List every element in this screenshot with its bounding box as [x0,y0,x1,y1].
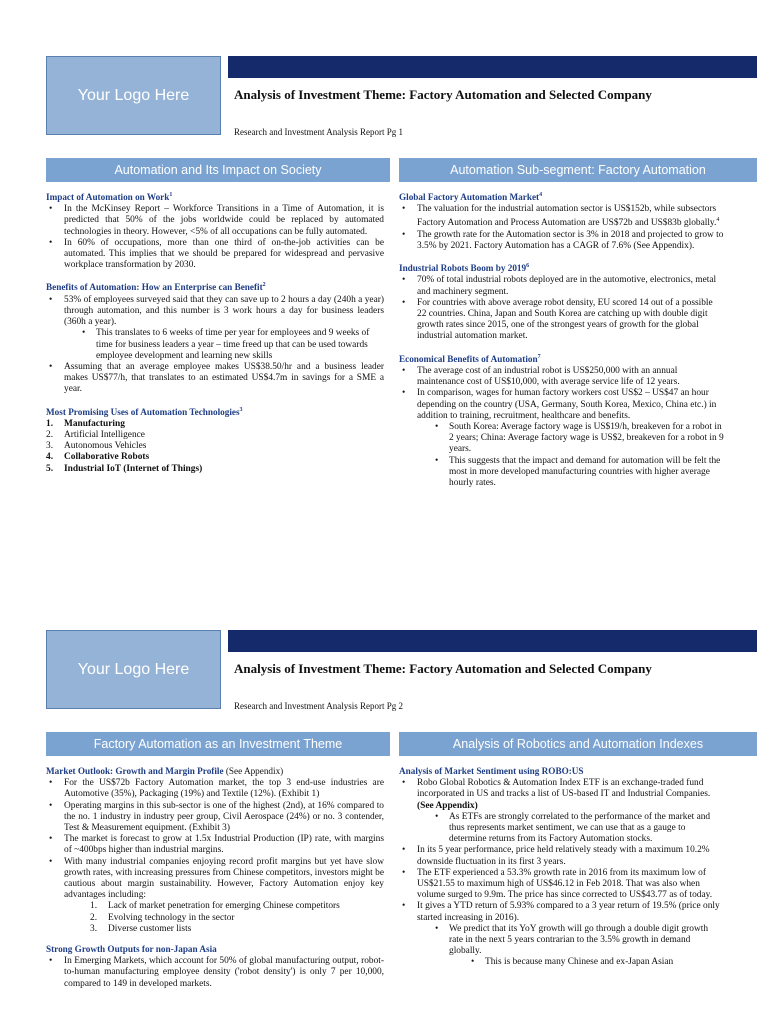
sub-bullet-item: • South Korea: Average factory wage is US$19/h, breakeven for a robot in 2 years; China: Average factory wage is US$2, breakeven for a robot in 9 years. [433,422,724,456]
bullet-item: • With many industrial companies enjoying record profit margins but yet have slow growth rates, with increasing pressures from Chinese competitors, investors might be cautious about margin sustainability. However, Factory Automation enjoy key advantages including: [46,857,384,902]
bullet-item: • The growth rate for the Automation sector is 3% in 2018 and projected to grow to 3.5% by 2021. Factory Automation has a CAGR of 7.6% (See Appendix). [399,230,724,252]
bullet-item: • For the US$72b Factory Automation market, the top 3 end-use industries are Automotive (35%), Packaging (19%) and Textile (12%). (Exhibit 1) [46,778,384,800]
page-subtitle: Research and Investment Analysis Report Pg 1 [234,127,403,137]
section-block [399,352,724,490]
bullet-item: • The average cost of an industrial robot is US$250,000 with an annual maintenance cost of US$10,000, with average service life of 12 years. [399,366,724,388]
section-header-right: Automation Sub-segment: Factory Automation [399,158,757,182]
section-header-left: Automation and Its Impact on Society [46,158,390,182]
bullet-item: • In 60% of occupations, more than one third of on-the-job activities can be automated. This implies that we should be prepared for widespread and pervasive workplace transformation by 2030. [46,238,384,272]
sub-bullet-item: • This translates to 6 weeks of time per year for employees and 9 weeks of time for business leaders a year – time freed up that can be used towards employee development and learning new skills [80,328,384,362]
sub-bullet-item: • This suggests that the impact and demand for automation will be felt the most in more developed manufacturing countries with higher average hourly rates. [433,456,724,490]
section-block [399,261,724,342]
logo-placeholder: Your Logo Here [46,56,221,135]
bullet-item: • 53% of employees surveyed said that they can save up to 2 hours a day (240h a year) through automation, and this number is 3 work hours a day for business leaders (360h a year). [46,295,384,329]
bullet-item: • In comparison, wages for human factory workers cost US$2 – US$47 an hour depending on the country (USA, Germany, South Korea, Mexico, China etc.) in addition to training, recruitment, healthcare and benefits. [399,388,724,422]
page-subtitle: Research and Investment Analysis Report Pg 2 [234,701,403,711]
left-column [46,190,384,484]
bullet-item: • Operating margins in this sub-sector is one of the highest (2nd), at 16% compared to the no. 1 industry in industry peer group, Civil Aerospace (24%) or no. 3 contender, Test & Measurement equipment. (Exhibit 3) [46,801,384,835]
right-column [399,766,724,978]
bullet-item: • It gives a YTD return of 5.93% compared to a 3 year return of 19.5% (price only started increasing in 2016). [399,901,724,923]
bullet-item: • The market is forecast to grow at 1.5x Industrial Production (IP) rate, with margins of ~400bps higher than industrial margins. [46,834,384,856]
page-title: Analysis of Investment Theme: Factory Automation and Selected Company [234,87,652,102]
section-block [46,766,384,935]
subsection-heading: Impact of Automation on Work$^1$ [46,192,173,203]
bullet-item: • The ETF experienced a 53.3% growth rate in 2016 from its maximum low of US$21.55 to maximum high of US$46.12 in Feb 2018. That was also when volume surged to 9.9m. The price has since corrected to US$43.77 as of today. [399,868,724,902]
list-item: 5. Industrial IoT (Internet of Things) [46,463,203,474]
bullet-item: • Robo Global Robotics & Automation Index ETF is an exchange-traded fund incorporated in US and tracks a list of US-based IT and Industrial Companies. (See Appendix) [399,778,724,812]
bullet-item: • Assuming that an average employee makes US$38.50/hr and a business leader makes US$77/h, that translates to an estimated US$4.7m in savings for a SME a year. [46,362,384,396]
subsection-heading: Strong Growth Outputs for non-Japan Asia [46,944,217,955]
list-item: 1. Manufacturing [46,418,125,429]
sub-bullet-item: • We predict that its YoY growth will go through a double digit growth rate in the next 5 years contrarian to the 3.5% growth in demand globally. [433,924,724,958]
page-title: Analysis of Investment Theme: Factory Automation and Selected Company [234,661,652,676]
list-item: 3. Diverse customer lists [90,923,192,934]
section-block [46,944,384,990]
bullet-item: • The valuation for the industrial automation sector is US$152b, while subsectors Factory Automation and Process Automation are US$72b and US$83b globally.$^4$ [399,204,724,230]
subsection-heading: Most Promising Uses of Automation Technologies$^3$ [46,406,243,417]
list-item: 2. Artificial Intelligence [46,430,145,441]
logo-placeholder: Your Logo Here [46,630,221,709]
list-item: 1. Lack of market penetration for emerging Chinese competitors [90,901,340,912]
subsection-heading: Analysis of Market Sentiment using ROBO:US [399,766,584,776]
right-column [399,190,724,498]
bullet-item: • In Emerging Markets, which account for 50% of global manufacturing output, robot-to-human manufacturing employee density ('robot density') is only 7 per 10,000, compared to 149 in developed markets. [46,956,384,990]
section-header-right: Analysis of Robotics and Automation Indexes [399,732,757,756]
subsection-heading: Benefits of Automation: How an Enterprise can Benefit$^2$ [46,282,266,293]
bullet-item: • In the McKinsey Report – Workforce Transitions in a Time of Automation, it is predicted that 50% of the jobs worldwide could be replaced by automated technologies in theory. However, <5% of all occupations can be fully automated. [46,204,384,238]
section-block [399,190,724,252]
bullet-item: • For countries with above average robot density, EU scored 14 out of a possible 22 countries. China, Japan and South Korea are catching up with double digit growth rates since 2015, one of the strongest years of growth for the global industrial automation market. [399,298,724,343]
subsection-heading: Industrial Robots Boom by 2019$^6$ [399,263,530,274]
section-block [46,190,384,271]
subsection-heading: Global Factory Automation Market$^4$ [399,192,543,203]
subsection-heading: Economical Benefits of Automation$^7$ [399,353,541,364]
bullet-item: • In its 5 year performance, price held relatively steady with a maximum 10.2% downside fluctuation in its first 3 years. [399,845,724,867]
subsection-heading: Market Outlook: Growth and Margin Profile (See Appendix) [46,766,284,776]
header-navy-bar [228,630,757,652]
section-block [399,766,724,969]
left-column [46,766,384,999]
header-navy-bar [228,56,757,78]
list-item: 3. Autonomous Vehicles [46,441,147,452]
sub-bullet-item: • As ETFs are strongly correlated to the performance of the market and thus represents market sentiment, we can use that as a gauge to determine returns from its Factory Automation stocks. [433,812,724,846]
list-item: 4. Collaborative Robots [46,452,150,463]
section-block [46,280,384,395]
list-item: 2. Evolving technology in the sector [90,912,235,923]
sub-sub-bullet-item: • This is because many Chinese and ex-Japan Asian [469,957,724,968]
section-block [46,405,384,475]
section-header-left: Factory Automation as an Investment Theme [46,732,390,756]
bullet-item: • 70% of total industrial robots deployed are in the automotive, electronics, metal and machinery segment. [399,275,724,297]
